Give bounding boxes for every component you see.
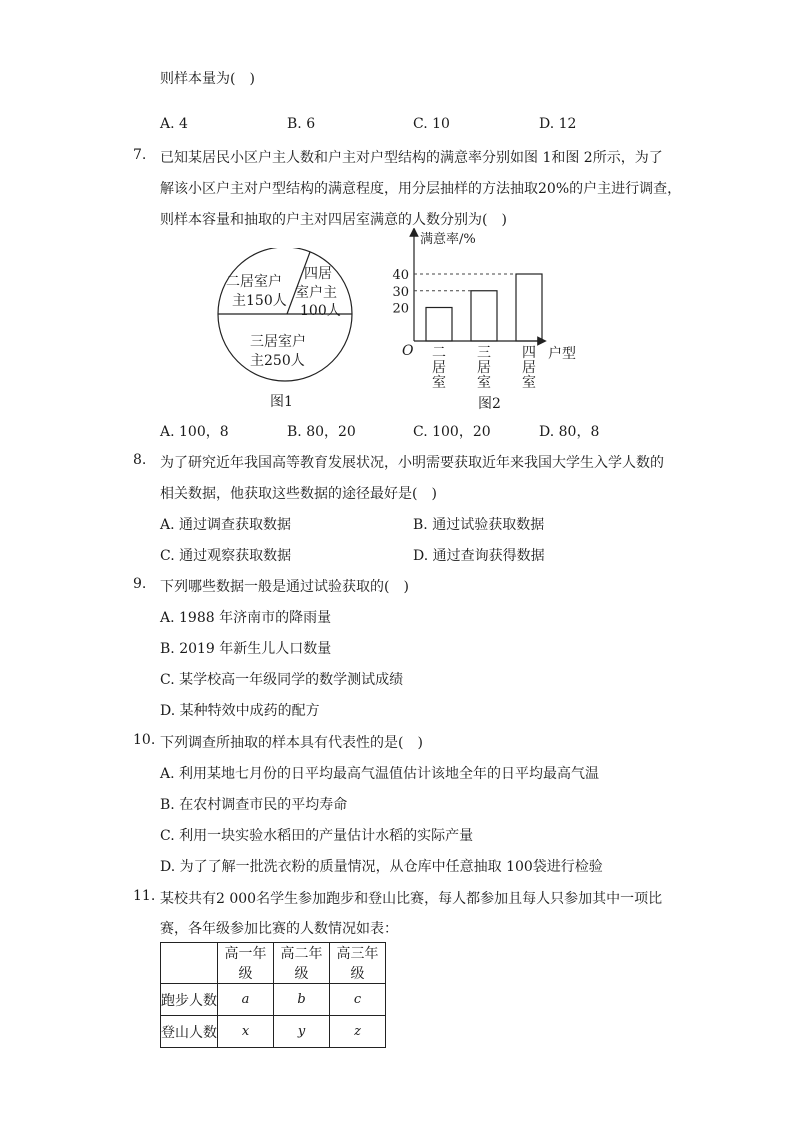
y-axis-label: 满意率/% [420,232,476,247]
q8-option-d[interactable]: D. 通过查询获得数据 [413,548,545,564]
origin-label: O [402,343,414,359]
q6-stem-tail: 则样本量为( ) [160,71,255,87]
table-row-header: 登山人数 [161,1016,218,1048]
q6-option-c[interactable]: C. 10 [413,116,450,132]
fig2-caption: 图2 [478,396,501,412]
category-label-char: 三 [477,345,491,361]
q11-stem-line-1: 某校共有2 000名学生参加跑步和登山比赛，每人都参加且每人只参加其中一项比 [160,891,663,907]
table-cell: b [274,984,330,1016]
category-label-char: 居 [522,360,536,376]
category-label-char: 室 [477,375,491,391]
q7-stem-line-1: 已知某居民小区户主人数和户主对户型结构的满意率分别如图 1和图 2所示，为了 [160,150,663,166]
table-row-header: 跑步人数 [161,984,218,1016]
bar-3 [516,274,542,341]
bar-2 [471,291,497,341]
y-tick-label: 40 [392,268,409,283]
q10-option-a[interactable]: A. 利用某地七月份的日平均最高气温值估计该地全年的日平均最高气温 [160,766,600,782]
q6-option-b[interactable]: B. 6 [287,116,316,132]
pie-right-label-3: 100人 [300,303,341,319]
category-label-char: 室 [432,375,446,391]
y-tick-label: 30 [392,284,409,300]
q9-option-b[interactable]: B. 2019 年新生儿人口数量 [160,641,332,657]
q10-option-c[interactable]: C. 利用一块实验水稻田的产量估计水稻的实际产量 [160,828,474,844]
q7-fig2-bar-chart [390,228,590,414]
fig1-caption: 图1 [270,394,293,410]
q7-stem-line-2: 解该小区户主对户型结构的满意程度，用分层抽样的方法抽取20%的户主进行调查， [160,181,682,197]
x-axis-label: 户型 [548,346,576,362]
q8-option-c[interactable]: C. 通过观察获取数据 [160,548,292,564]
q6-option-d[interactable]: D. 12 [539,116,577,132]
category-label-char: 居 [477,360,491,376]
table-cell: a [218,984,274,1016]
table-cell: x [218,1016,274,1048]
q11-number: 11. [133,888,156,904]
y-tick-label: 20 [392,301,409,317]
q11-table [160,942,386,1048]
category-label-char: 二 [432,345,446,361]
table-corner-cell [161,943,218,984]
category-label-char: 室 [522,375,536,391]
q6-option-a[interactable]: A. 4 [160,116,188,132]
q10-option-d[interactable]: D. 为了了解一批洗衣粉的质量情况，从仓库中任意抽取 100袋进行检验 [160,859,603,875]
q9-option-a[interactable]: A. 1988 年济南市的降雨量 [160,610,332,626]
q8-stem-line-2: 相关数据，他获取这些数据的途径最好是( ) [160,486,437,502]
table-cell: y [274,1016,330,1048]
table-cell: z [330,1016,386,1048]
pie-right-label-1: 四居 [304,266,332,282]
table-cell: c [330,984,386,1016]
q11-stem-line-2: 赛，各年级参加比赛的人数情况如表： [160,921,398,937]
q7-option-d[interactable]: D. 80，8 [539,424,600,440]
pie-bottom-label-1: 三居室户 [250,334,306,350]
pie-right-label-2: 室户主 [295,285,337,301]
q8-option-a[interactable]: A. 通过调查获取数据 [160,517,292,533]
table-header-cell: 高二年级 [274,943,330,984]
pie-left-label-1: 二居室户 [226,274,282,290]
q8-stem-line-1: 为了研究近年我国高等教育发展状况，小明需要获取近年来我国大学生入学人数的 [160,455,664,471]
bar-1 [426,308,452,342]
q9-number: 9. [133,576,147,592]
q9-option-d[interactable]: D. 某种特效中成药的配方 [160,703,320,719]
q8-number: 8. [133,452,147,468]
q7-option-c[interactable]: C. 100，20 [413,424,491,440]
q7-option-b[interactable]: B. 80，20 [287,424,356,440]
pie-left-label-2: 主150人 [232,293,287,309]
bars-group [426,274,542,341]
q7-stem-line-3: 则样本容量和抽取的户主对四居室满意的人数分别为( ) [160,212,507,228]
q10-option-b[interactable]: B. 在农村调查市民的平均寿命 [160,797,348,813]
table-row [161,984,386,1016]
q7-fig1-pie [210,248,360,418]
table-header-cell: 高三年级 [330,943,386,984]
category-label-char: 居 [432,360,446,376]
q9-option-c[interactable]: C. 某学校高一年级同学的数学测试成绩 [160,672,404,688]
category-labels-group [432,345,536,391]
q9-stem: 下列哪些数据一般是通过试验获取的( ) [160,579,409,595]
q10-number: 10. [133,732,156,748]
q7-option-a[interactable]: A. 100，8 [160,424,229,440]
category-label-char: 四 [522,345,536,361]
q7-number: 7. [133,147,147,163]
q8-option-b[interactable]: B. 通过试验获取数据 [413,517,545,533]
pie-bottom-label-2: 主250人 [250,353,305,369]
table-row [161,1016,386,1048]
table-header-row [161,943,386,984]
table-header-cell: 高一年级 [218,943,274,984]
q10-stem: 下列调查所抽取的样本具有代表性的是( ) [160,735,423,751]
